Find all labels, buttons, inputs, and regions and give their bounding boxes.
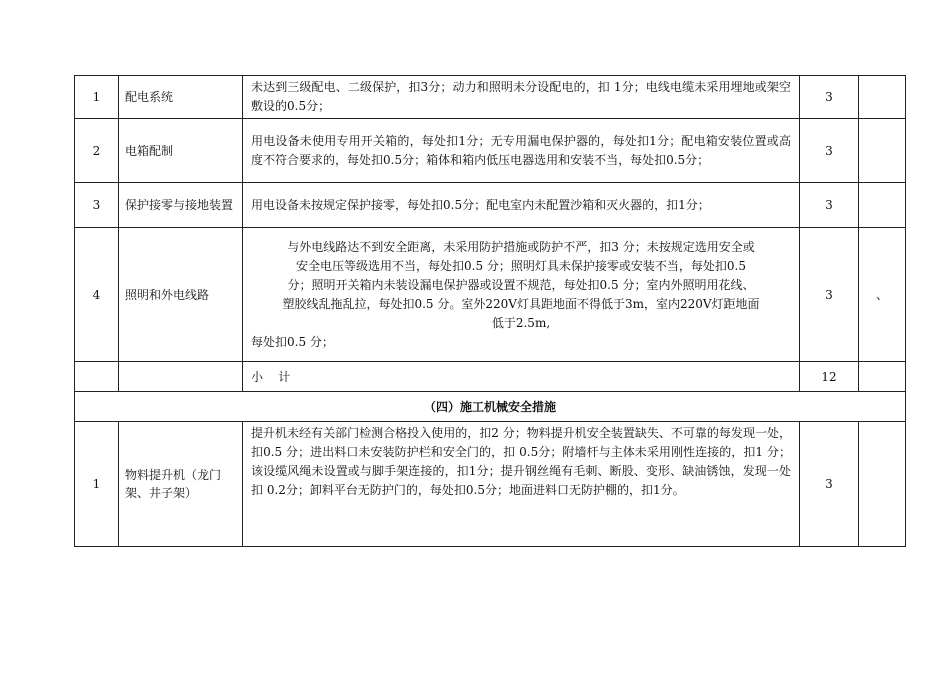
subtotal-row	[75, 362, 906, 392]
score-value: 3	[800, 183, 859, 228]
deduction-description: 用电设备未使用专用开关箱的，每处扣1分；无专用漏电保护器的，每处扣1分；配电箱安装位置或高度不符合要求的，每处扣0.5分；箱体和箱内低压电器选用和安装不当，每处扣0.5分；	[243, 119, 800, 183]
remark-cell	[859, 422, 906, 547]
subtotal-label: 小 计	[243, 362, 800, 392]
table-row	[75, 183, 906, 228]
remark-cell	[859, 119, 906, 183]
remark-cell: 、	[859, 228, 906, 362]
item-name: 照明和外电线路	[119, 228, 243, 362]
deduction-description: 用电设备未按规定保护接零，每处扣0.5分；配电室内未配置沙箱和灭火器的，扣1分；	[243, 183, 800, 228]
row-number: 2	[75, 119, 119, 183]
section-title: （四）施工机械安全措施	[75, 392, 906, 422]
item-name: 配电系统	[119, 76, 243, 119]
description-line: 低于2.5m,	[491, 315, 551, 330]
remark-cell	[859, 76, 906, 119]
empty-cell	[75, 362, 119, 392]
deduction-description: 未达到三级配电、二级保护，扣3分；动力和照明未分设配电的，扣 1分；电线电缆未采用埋地或架空敷设的0.5分；	[243, 76, 800, 119]
item-name: 电箱配制	[119, 119, 243, 183]
row-number: 1	[75, 422, 119, 547]
section-header-row	[75, 392, 906, 422]
item-name: 保护接零与接地装置	[119, 183, 243, 228]
safety-inspection-table	[74, 75, 906, 547]
description-line: 塑胶线乱拖乱拉，每处扣0.5 分。室外220V灯具距地面不得低于3m，室内220V灯距地面	[282, 296, 760, 311]
row-number: 1	[75, 76, 119, 119]
table-row	[75, 422, 906, 547]
subtotal-score: 12	[800, 362, 859, 392]
description-line: 每处扣0.5 分；	[251, 334, 334, 349]
score-value: 3	[800, 76, 859, 119]
row-number: 3	[75, 183, 119, 228]
table-row	[75, 76, 906, 119]
deduction-description: 提升机未经有关部门检测合格投入使用的，扣2 分；物料提升机安全装置缺失、不可靠的每发现一处，扣0.5 分；进出料口未安装防护栏和安全门的，扣 0.5分；附墙杆与主体未采用刚性连接的，扣1 分；该设缆风绳未设置或与脚手架连接的，扣1分；提升钢丝绳有毛刺、断股、变形、缺油锈蚀，发现一处扣 0.2分；卸料平台无防护门的，每处扣0.5分；地面进料口无防护棚的，扣1分。	[243, 422, 800, 547]
table-row	[75, 228, 906, 362]
description-line: 分；照明开关箱内未装设漏电保护器或设置不规范，每处扣0.5 分；室内外照明用花线、	[287, 277, 755, 292]
empty-cell	[119, 362, 243, 392]
empty-cell	[859, 362, 906, 392]
item-name: 物料提升机（龙门架、井子架）	[119, 422, 243, 547]
table-row	[75, 119, 906, 183]
row-number: 4	[75, 228, 119, 362]
description-line: 与外电线路达不到安全距离，未采用防护措施或防护不严，扣3 分；未按规定选用安全或	[287, 239, 755, 254]
score-value: 3	[800, 422, 859, 547]
score-value: 3	[800, 119, 859, 183]
score-value: 3	[800, 228, 859, 362]
deduction-description	[243, 228, 800, 362]
description-line: 安全电压等级选用不当，每处扣0.5 分；照明灯具未保护接零或安装不当，每处扣0.5	[296, 258, 746, 273]
remark-cell	[859, 183, 906, 228]
